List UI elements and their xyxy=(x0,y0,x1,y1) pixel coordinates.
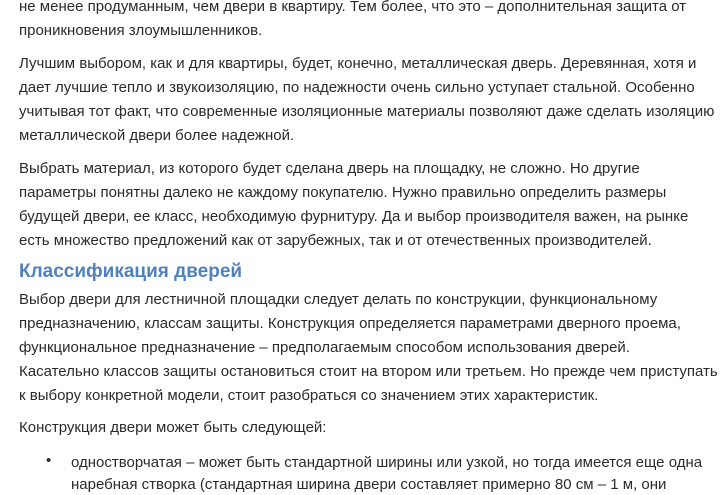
text-line: металлической двери более надежной. xyxy=(19,127,295,144)
text-line: Касательно классов защиты остановиться стоит на втором или третьем. Но прежде чем приступать xyxy=(19,363,718,380)
text-line: не менее продуманным, чем двери в квартиру. Тем более, что это – дополнительная защита от xyxy=(19,0,687,15)
text-line: проникновения злоумышленников. xyxy=(19,22,263,39)
text-line: параметры понятны далеко не каждому покупателю. Нужно правильно определить размеры xyxy=(19,184,667,201)
text-line: дает лучшие тепло и звукоизоляцию, по надежности очень сильно уступает стальной. Особенно xyxy=(19,79,695,96)
bullet-marker: • xyxy=(46,452,52,469)
text-line: будущей двери, ее класс, необходимую фурнитуру. Да и выбор производителя важен, на рынке xyxy=(19,208,689,225)
text-line: к выбору конкретной модели, стоит разобраться со значением этих характеристик. xyxy=(19,387,599,404)
text-line: Конструкция двери может быть следующей: xyxy=(19,419,327,436)
text-line: есть множество предложений как от зарубежных, так и от отечественных производителей. xyxy=(19,232,652,249)
list-item: наребная створка (стандартная ширина двери составляет примерно 80 см – 1 м, они xyxy=(71,476,667,493)
list-item: одностворчатая – может быть стандартной ширины или узкой, но тогда имеется еще одна xyxy=(71,454,703,471)
text-line: функциональное предназначение – предполагаемым способом использования дверей. xyxy=(19,339,630,356)
text-line: Выбрать материал, из которого будет сделана дверь на площадку, не сложно. Но другие xyxy=(19,160,640,177)
text-line: Лучшим выбором, как и для квартиры, будет, конечно, металлическая дверь. Деревянная, хотя и xyxy=(19,55,697,72)
text-line: учитывая тот факт, что современные изоляционные материалы позволяют даже сделать изоляцию xyxy=(19,103,715,120)
text-line: Выбор двери для лестничной площадки следует делать по конструкции, функциональному xyxy=(19,291,658,308)
text-line: предназначению, классам защиты. Конструкция определяется параметрами дверного проема, xyxy=(19,315,681,332)
section-heading: Классификация дверей xyxy=(19,261,243,282)
